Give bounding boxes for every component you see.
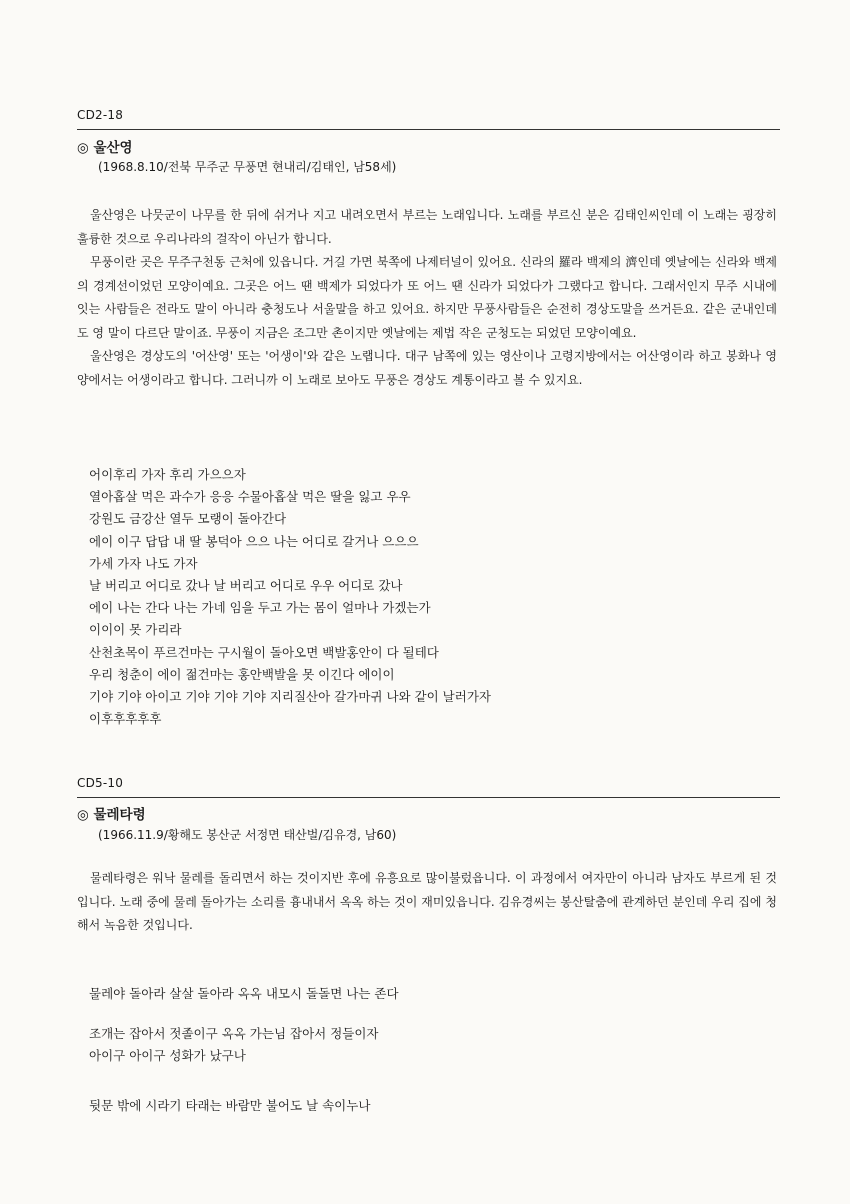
commentary-paragraph: 울산영은 경상도의 '어산영' 또는 '어생이'와 같은 노랩니다. 대구 남쪽에 있는 영산이나 고령지방에서는 어산영이라 하고 봉화나 영양에서는 어생이라고 합니다. 그러니까 이 노래로 보아도 무풍은 경상도 계통이라고 볼 수 있지요. <box>77 349 777 387</box>
lyric-line: 기야 기야 아이고 기야 기야 기야 지리질산아 갈가마귀 나와 같이 날러가자 <box>89 689 491 705</box>
lyric-line: 이후후후후후 <box>89 711 162 727</box>
section-divider <box>77 129 780 130</box>
song-title: ◎ 물레타령 <box>77 807 146 823</box>
lyrics <box>89 464 491 730</box>
track-code: CD2-18 <box>77 108 124 122</box>
lyric-line: 어이후리 가자 후리 가으으자 <box>89 467 246 482</box>
lyric-line: 조개는 잡아서 젓졸이구 옥옥 가는님 잡아서 정들이자 <box>89 1026 379 1041</box>
lyric-line: 강원도 금강산 열두 모랭이 돌아간다 <box>89 511 287 527</box>
commentary-paragraph: 물레타령은 워낙 물레를 돌리면서 하는 것이지반 후에 유흥요로 많이불렀읍니다. 이 과정에서 여자만이 아니라 남자도 부르게 된 것입니다. 노래 중에 물레 돌아가는 소리를 흉내내서 옥옥 하는 것이 재미있읍니다. 김유경씨는 봉산탈춤에 관계하던 분인데 우리 집에 청해서 녹음한 것입니다. <box>77 871 777 932</box>
lyric-line: 이이이 못 가리라 <box>89 622 182 638</box>
commentary-paragraph: 울산영은 나뭇군이 나무를 한 뒤에 쉬거나 지고 내려오면서 부르는 노래입니다. 노래를 부르신 분은 김태인씨인데 이 노래는 굉장히 훌륭한 것으로 우리나라의 걸작이 아닌가 합니다. <box>77 208 777 246</box>
lyric-line: 우리 청춘이 에이 젊건마는 홍안백발을 못 이긴다 에이이 <box>89 666 395 682</box>
section-divider <box>77 797 780 798</box>
lyric-line: 아이구 아이구 성화가 났구나 <box>89 1048 246 1063</box>
lyric-line: 가세 가자 나도 가자 <box>89 555 198 571</box>
recording-info: (1966.11.9/황해도 봉산군 서정면 태산벌/김유경, 남60) <box>98 828 397 842</box>
track-code: CD5-10 <box>77 776 124 790</box>
lyric-line: 날 버리고 어디로 갔나 날 버리고 어디로 우우 어디로 갔나 <box>89 578 403 594</box>
song-title: ◎ 울산영 <box>77 140 133 156</box>
lyric-line: 산천초목이 푸르건마는 구시월이 돌아오면 백발홍안이 다 될테다 <box>89 644 439 660</box>
lyric-line: 에이 이구 답답 내 딸 봉덕아 으으 나는 어디로 갈거나 으으으 <box>89 533 419 549</box>
lyric-line: 에이 나는 간다 나는 가네 임을 두고 가는 몸이 얼마나 가겠는가 <box>89 600 431 616</box>
recording-info: (1968.8.10/전북 무주군 무풍면 현내리/김태인, 남58세) <box>98 160 397 174</box>
lyric-line: 물레야 돌아라 살살 돌아라 옥옥 내모시 돌돌면 나는 존다 <box>89 986 399 1001</box>
commentary <box>77 204 777 392</box>
commentary <box>77 867 777 938</box>
lyric-line: 뒷문 밖에 시라기 타래는 바람만 불어도 날 속이누나 <box>89 1098 371 1113</box>
lyric-line: 열아홉살 먹은 과수가 응응 수물아홉살 먹은 딸을 잃고 우우 <box>89 489 411 505</box>
commentary-paragraph: 무풍이란 곳은 무주구천동 근처에 있읍니다. 거길 가면 북쪽에 나제터널이 있어요. 신라의 羅라 백제의 濟인데 옛날에는 신라와 백제의 경계선이었던 모양이예요. 그곳은 어느 땐 백제가 되었다가 또 어느 땐 신라가 되었다가 그랬다고 합니다. 그래서인지 무주 시내에 잇는 사람들은 전라도 말이 아니라 충청도나 서울말을 하고 있어요. 하지만 무풍사람들은 순전히 경상도말을 쓰거든요. 같은 군내인데도 영 말이 다르단 말이죠. 무풍이 지금은 조그만 촌이지만 옛날에는 제법 작은 군청도는 되었던 모양이예요. <box>77 255 777 340</box>
